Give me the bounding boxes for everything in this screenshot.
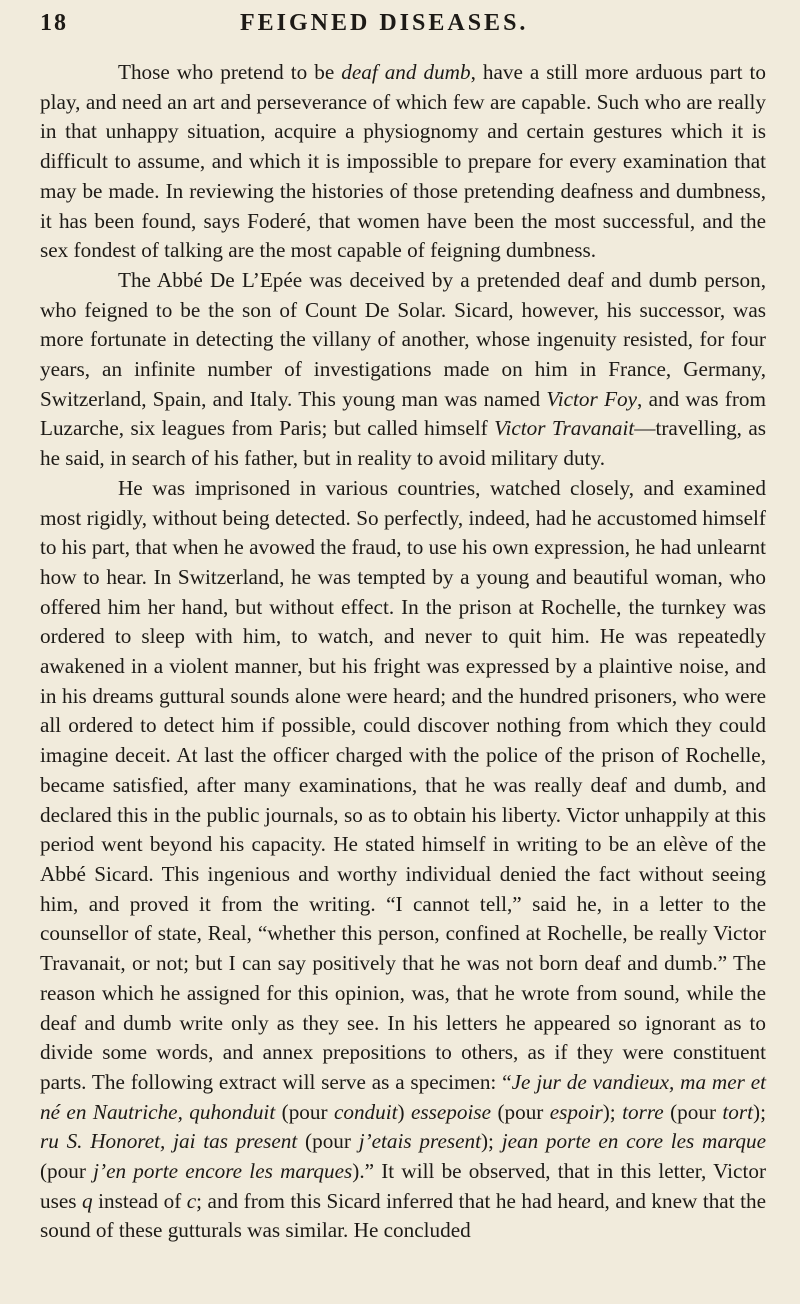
text-run: The Abbé De L’Epée was deceived by a pretended deaf and dumb person, who feigned to be the son of Count De Solar. Sicard, however, his successor, was more fortunate in detecting the villany of another, whose ingenuity resisted, for four years, an infinite number of investigations made on him in France, Germany, Switzerland, Spain, and Italy. This young man was named <box>40 267 766 411</box>
page-header <box>40 10 766 44</box>
italic-text-run: q <box>82 1188 93 1213</box>
italic-text-run: conduit <box>333 1099 398 1124</box>
italic-text-run: j’etais present <box>358 1129 481 1154</box>
text-run: , and was from Luzarche, six leagues from Paris; but called himself <box>40 386 766 441</box>
italic-text-run: Je jur de vandieux, ma mer et né en Nautriche, quhonduit <box>40 1069 766 1124</box>
italic-text-run: j’en porte encore les marques <box>93 1159 353 1184</box>
italic-text-run: Victor Travanait <box>494 416 635 441</box>
text-run: instead of <box>92 1188 187 1213</box>
text-run: He was imprisoned in various countries, watched closely, and examined most rigidly, without being detected. So perfectly, indeed, had he accustomed himself to his part, that when he avowed the fraud, to use his own expression, he had unlearnt how to hear. In Switzerland, he was tempted by a young and beautiful woman, who offered him her hand, but without effect. In the prison at Rochelle, the turnkey was ordered to sleep with him, to watch, and never to quit him. He was repeatedly awakened in a violent manner, but his fright was expressed by a plaintive noise, and in his dreams guttural sounds alone were heard; and the hundred prisoners, who were all ordered to detect him if possible, could discover nothing from which they could imagine deceit. At last the officer charged with the police of the prison of Rochelle, became satisfied, after many examinations, that he was really deaf and dumb, and declared this in the public journals, so as to obtain his liberty. Victor unhappily at this period went beyond his capacity. He stated himself in writing to be an elève of the Abbé Sicard. This ingenious and worthy individual denied the fact without seeing him, and proved it from the writing. “I cannot tell,” said he, in a letter to the counsellor of state, Real, “whether this person, confined at Rochelle, be really Victor Travanait, or not; but I can say positively that he was not born deaf and dumb.” The reason which he assigned for this opinion, was, that he wrote from sound, while the deaf and dumb write only as they see. In his letters he appeared so ignorant as to divide some words, and annex prepositions to others, as if they were constituent parts. The following extract will serve as a specimen: “ <box>40 475 766 1094</box>
page-number: 18 <box>40 10 68 36</box>
text-run: (pour <box>275 1099 334 1124</box>
italic-text-run: tort <box>722 1099 754 1124</box>
italic-text-run: jean porte en core les marque <box>501 1129 766 1154</box>
italic-text-run: Victor Foy <box>546 386 638 411</box>
text-run: (pour <box>663 1099 723 1124</box>
paragraph <box>40 266 766 474</box>
text-run: ); <box>481 1129 502 1154</box>
italic-text-run: deaf and dumb <box>341 60 471 84</box>
italic-text-run: torre <box>622 1099 664 1124</box>
italic-text-run: c <box>186 1188 197 1213</box>
italic-text-run: ru S. Honoret, jai tas present <box>40 1129 298 1154</box>
body-text <box>40 58 766 1246</box>
italic-text-run: espoir <box>549 1099 603 1124</box>
text-run: ; and from this Sicard inferred that he had heard, and knew that the sound of these gutturals was similar. He concluded <box>40 1188 766 1243</box>
text-run: Those who pretend to be <box>118 60 342 84</box>
paragraph <box>40 474 766 1246</box>
text-run: (pour <box>40 1159 94 1184</box>
text-run: (pour <box>297 1129 359 1154</box>
text-run: ); <box>602 1099 623 1124</box>
text-run: ); <box>753 1099 766 1124</box>
text-run: —travelling, as he said, in search of his father, but in reality to avoid military duty. <box>40 416 767 471</box>
running-head: FEIGNED DISEASES. <box>240 10 529 36</box>
italic-text-run: essepoise <box>411 1099 492 1124</box>
text-run: ) <box>397 1099 411 1124</box>
text-run: , have a still more arduous part to play, and need an art and perseverance of which few are capable. Such who are really in that unhappy situation, acquire a physiognomy and certain gestures which it is difficult to assume, and which it is impossible to prepare for every examination that may be made. In reviewing the histories of those pretending deafness and dumbness, it has been found, says Foderé, that women have been the most successful, and the sex fondest of talking are the most capable of feigning dumbness. <box>40 60 767 263</box>
text-run: ).” It will be observed, that in this letter, Victor uses <box>40 1159 766 1213</box>
text-run: (pour <box>491 1099 550 1124</box>
paragraph <box>40 58 766 266</box>
